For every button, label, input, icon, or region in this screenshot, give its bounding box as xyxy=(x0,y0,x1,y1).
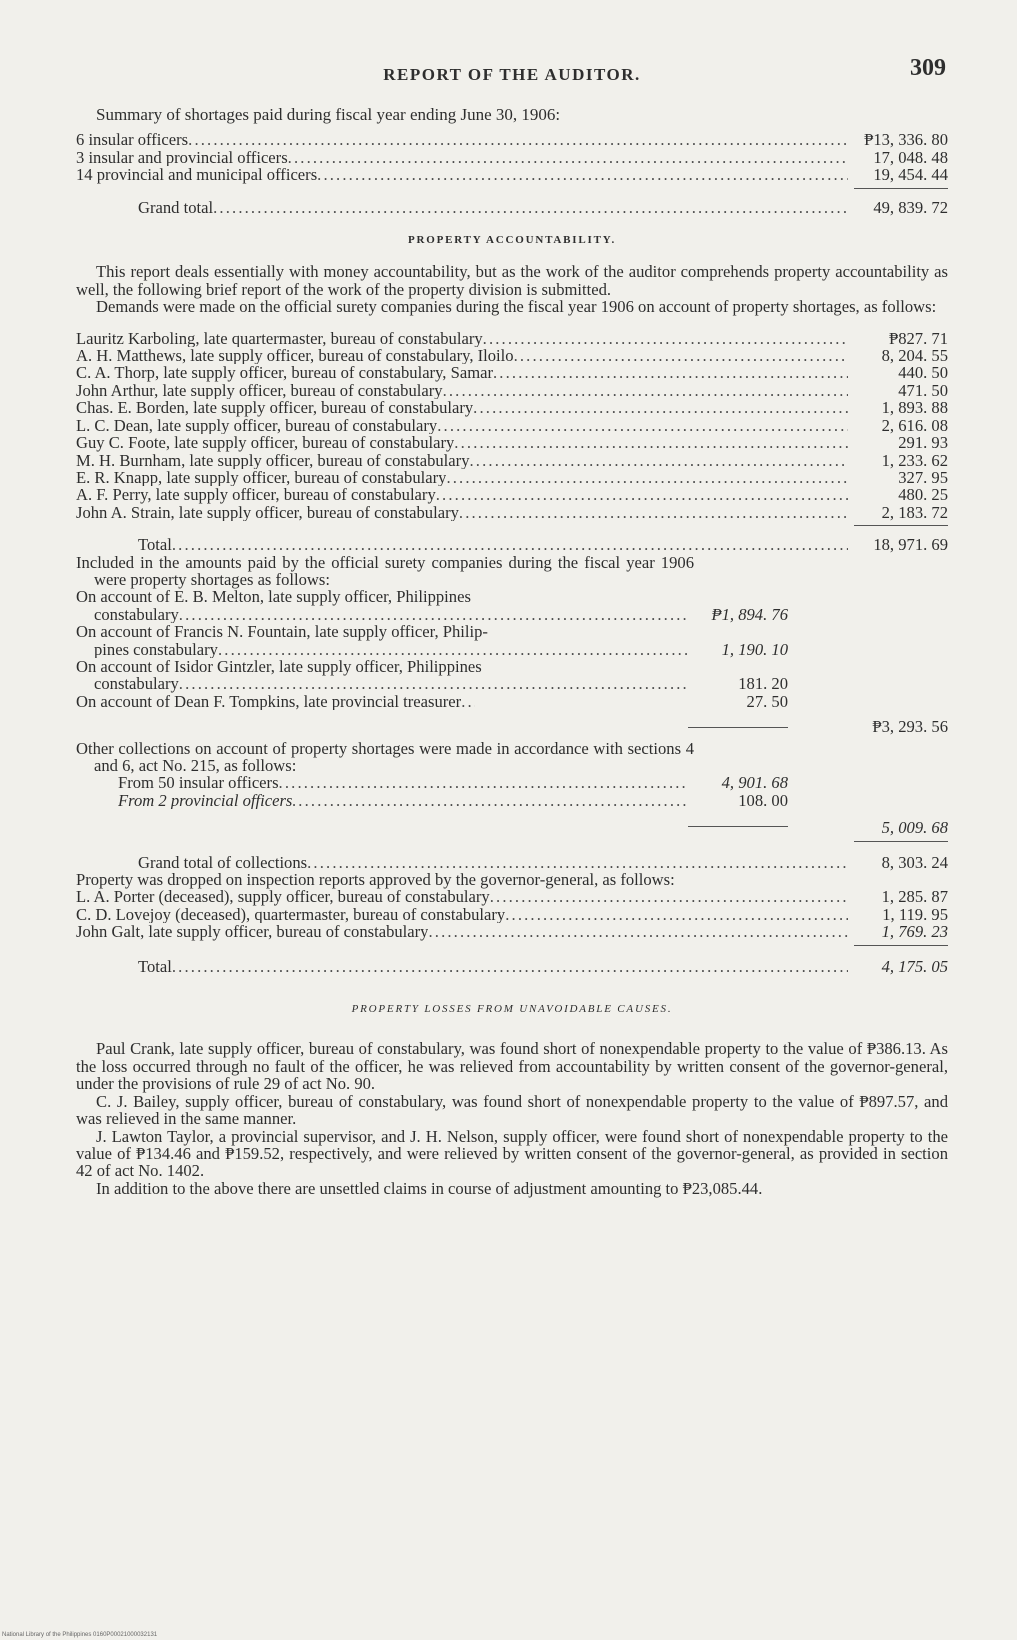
losses-paragraph: J. Lawton Taylor, a provincial supervisor, and J. H. Nelson, supply officer, were found short of nonexpendable property to the value of ₱134.46 and ₱159.52, respectively, and were relieved by written consent of the governor-general, as provided in section 42 of act No. 1402. xyxy=(76,1126,948,1181)
other-collections-text: Other collections on account of property shortages were made in accordance with sections 4 and 6, act No. 215, as follows: xyxy=(76,738,694,775)
scan-credit: National Library of the Philippines 0160P00021000032131 xyxy=(2,1632,158,1638)
account-entry: On account of E. B. Melton, late supply officer, Philippines constabulary . . . ₱1, 894. 76 xyxy=(76,588,788,623)
property-intro: This report deals essentially with money accountability, but as the work of the auditor comprehends property accountability as well, the following brief report of the work of the property division is submitted. xyxy=(76,262,948,299)
dropped-row: L. A. Porter (deceased), supply officer, bureau of constabulary . . . 1, 285. 87 xyxy=(76,888,948,905)
demand-row: John A. Strain, late supply officer, bureau of constabulary . . . 2, 183. 72 xyxy=(76,504,948,521)
demand-row: E. R. Knapp, late supply officer, bureau of constabulary . . . 327. 95 xyxy=(76,469,948,486)
losses-text xyxy=(76,1040,948,1197)
section-title-property: PROPERTY ACCOUNTABILITY. xyxy=(407,234,617,247)
summary-row: 6 insular officers . . . ₱13, 336. 80 xyxy=(76,131,948,148)
document-page xyxy=(76,55,948,1198)
section-title-losses: PROPERTY LOSSES FROM UNAVOIDABLE CAUSES. xyxy=(351,1003,673,1016)
demands-table xyxy=(76,330,948,554)
other-total: 5, 009. 68 xyxy=(881,818,948,838)
summary-grand-total: Grand total . . . 49, 839. 72 xyxy=(76,199,948,216)
dropped-table xyxy=(76,888,948,975)
from-row: From 50 insular officers . . . 4, 901. 68 xyxy=(118,774,788,791)
summary-table xyxy=(76,131,948,216)
summary-row: 3 insular and provincial officers . . . 17, 048. 48 xyxy=(76,149,948,166)
demand-row: C. A. Thorp, late supply officer, bureau of constabulary, Samar . . . 440. 50 xyxy=(76,364,948,381)
page-header xyxy=(76,55,948,92)
account-entry: On account of Francis N. Fountain, late supply officer, Philip- pines constabulary . . . 1, 190. 10 xyxy=(76,623,788,658)
demand-row: L. C. Dean, late supply officer, bureau of constabulary . . . 2, 616. 08 xyxy=(76,417,948,434)
property-demands: Demands were made on the official surety companies during the fiscal year 1906 on account of property shortages, as follows: xyxy=(96,297,937,317)
demand-row: Chas. E. Borden, late supply officer, bureau of constabulary . . . 1, 893. 88 xyxy=(76,399,948,416)
page-number: 309 xyxy=(910,55,946,81)
demand-row: Guy C. Foote, late supply officer, bureau of constabulary . . . 291. 93 xyxy=(76,434,948,451)
demand-row: Lauritz Karboling, late quartermaster, bureau of constabulary . . . ₱827. 71 xyxy=(76,330,948,347)
summary-heading: Summary of shortages paid during fiscal year ending June 30, 1906: xyxy=(96,105,561,124)
dropped-text: Property was dropped on inspection reports approved by the governor-general, as follows: xyxy=(76,870,675,890)
summary-row: 14 provincial and municipal officers . . . 19, 454. 44 xyxy=(76,166,948,183)
losses-paragraph: C. J. Bailey, supply officer, bureau of constabulary, was found short of nonexpendable property to the value of ₱897.57, and was relieved in the same manner. xyxy=(76,1091,948,1129)
accounts-total: ₱3, 293. 56 xyxy=(872,717,948,737)
demand-row: M. H. Burnham, late supply officer, bureau of constabulary . . . 1, 233. 62 xyxy=(76,452,948,469)
included-text: Included in the amounts paid by the official surety companies during the fiscal year 1906 were property shortages as follows: xyxy=(76,552,694,589)
from-table xyxy=(76,774,948,809)
rule xyxy=(688,826,788,827)
losses-paragraph: In addition to the above there are unsettled claims in course of adjustment amounting to ₱23,085.44. xyxy=(96,1178,763,1198)
account-entry: On account of Isidor Gintzler, late supply officer, Philippines constabulary . . . 181. 20 xyxy=(76,658,788,693)
demand-row: John Arthur, late supply officer, bureau of constabulary . . . 471. 50 xyxy=(76,382,948,399)
losses-paragraph: Paul Crank, late supply officer, bureau of constabulary, was found short of nonexpendable property to the value of ₱386.13. As the loss occurred through no fault of the officer, he was relieved from accountability by written consent of the governor-general, under the provisions of rule 29 of act No. 90. xyxy=(76,1039,948,1094)
demand-row: A. F. Perry, late supply officer, bureau of constabulary . . . 480. 25 xyxy=(76,486,948,503)
demands-total: Total . . . 18, 971. 69 xyxy=(76,536,948,553)
dropped-row: John Galt, late supply officer, bureau of constabulary . . . 1, 769. 23 xyxy=(76,923,948,940)
accounts-table xyxy=(76,587,948,737)
rule xyxy=(688,727,788,728)
dropped-total: Total . . . 4, 175. 05 xyxy=(76,958,948,975)
from-row: From 2 provincial officers . . . 108. 00 xyxy=(118,792,788,809)
demand-row: A. H. Matthews, late supply officer, bureau of constabulary, Iloilo . . . 8, 204. 55 xyxy=(76,347,948,364)
account-entry: On account of Dean F. Tompkins, late provincial treasurer . . . 27. 50 xyxy=(76,693,788,710)
running-title: REPORT OF THE AUDITOR. xyxy=(383,65,641,84)
dropped-row: C. D. Lovejoy (deceased), quartermaster, bureau of constabulary . . . 1, 119. 95 xyxy=(76,906,948,923)
collections-total: Grand total of collections . . . 8, 303. 24 xyxy=(76,854,948,871)
